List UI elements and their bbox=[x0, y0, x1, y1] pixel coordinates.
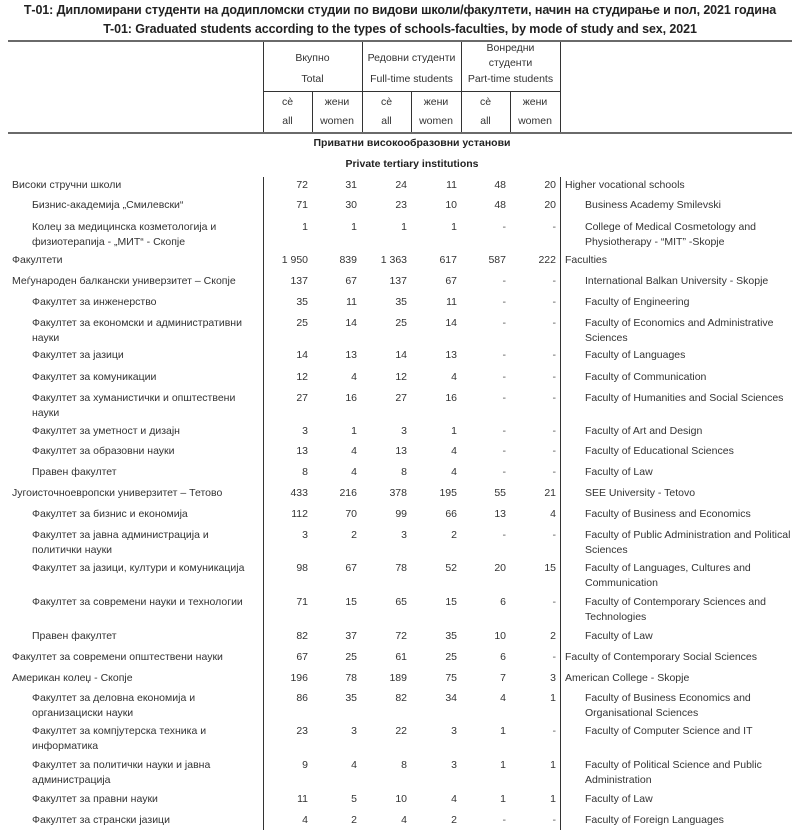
row-label-mk: Факултет за инженерство bbox=[32, 296, 157, 308]
sub-women-mk: жени bbox=[423, 96, 449, 108]
row-value: - bbox=[502, 317, 506, 329]
row-value: 55 bbox=[494, 487, 506, 499]
row-value: 4 bbox=[451, 466, 457, 478]
row-label-mk: Факултет за образовни науки bbox=[32, 445, 175, 457]
row-value: 1 bbox=[451, 425, 457, 437]
row-value: 15 bbox=[544, 562, 556, 574]
row-value: 25 bbox=[395, 317, 407, 329]
row-label-mk: Бизнис-академија „Смилевски“ bbox=[32, 199, 184, 211]
row-value: 27 bbox=[296, 392, 308, 404]
row-value: 195 bbox=[439, 487, 457, 499]
row-value: 31 bbox=[345, 179, 357, 191]
row-value: - bbox=[502, 392, 506, 404]
sub-women-en: women bbox=[518, 115, 552, 127]
sub-all-en: all bbox=[381, 115, 392, 127]
row-label-mk: Меѓународен балкански универзитет – Скопје bbox=[12, 275, 236, 287]
row-label-en: Faculty of Law bbox=[585, 466, 653, 478]
row-value: 16 bbox=[345, 392, 357, 404]
row-value: 67 bbox=[345, 562, 357, 574]
row-value: 839 bbox=[339, 254, 357, 266]
row-value: 14 bbox=[395, 349, 407, 361]
row-value: - bbox=[552, 529, 556, 541]
row-label-en: American College - Skopje bbox=[565, 672, 690, 684]
row-value: 82 bbox=[395, 692, 407, 704]
row-value: 72 bbox=[395, 630, 407, 642]
row-value: - bbox=[502, 296, 506, 308]
row-label-mk: Факултет за бизнис и економија bbox=[32, 508, 188, 520]
row-label-en: Higher vocational schools bbox=[565, 179, 685, 191]
row-value: 13 bbox=[296, 445, 308, 457]
row-value: - bbox=[552, 425, 556, 437]
header-parttime-mk-1: Вонредни bbox=[486, 42, 535, 54]
row-value: 82 bbox=[296, 630, 308, 642]
sub-all-en: all bbox=[480, 115, 491, 127]
row-value: 67 bbox=[445, 275, 457, 287]
row-value: - bbox=[552, 466, 556, 478]
row-label-en: College of Medical Cosmetology and Physiotherapy - “MIT” -Skopje bbox=[585, 221, 757, 248]
row-value: 3 bbox=[550, 672, 556, 684]
row-value: 25 bbox=[445, 651, 457, 663]
row-value: 35 bbox=[395, 296, 407, 308]
row-label-en: Faculty of Educational Sciences bbox=[585, 445, 734, 457]
row-value: 23 bbox=[395, 199, 407, 211]
row-value: 1 bbox=[550, 692, 556, 704]
row-label-mk: Факултет за јазици, култури и комуникација bbox=[32, 562, 245, 574]
row-label-en: Faculty of Economics and Administrative Sciences bbox=[585, 317, 774, 344]
row-value: 99 bbox=[395, 508, 407, 520]
row-value: - bbox=[502, 466, 506, 478]
row-label-en: Faculty of Law bbox=[585, 793, 653, 805]
row-value: 1 363 bbox=[380, 254, 407, 266]
row-label-mk: Факултет за уметност и дизајн bbox=[32, 425, 180, 437]
row-value: 14 bbox=[345, 317, 357, 329]
row-value: 1 bbox=[500, 793, 506, 805]
row-value: 3 bbox=[302, 425, 308, 437]
row-value: 4 bbox=[500, 692, 506, 704]
row-value: 4 bbox=[351, 371, 357, 383]
row-label-en: SEE University - Tetovo bbox=[585, 487, 696, 499]
row-value: 1 bbox=[451, 221, 457, 233]
row-value: 61 bbox=[395, 651, 407, 663]
row-value: 378 bbox=[389, 487, 407, 499]
sub-all-mk: сè bbox=[281, 96, 294, 108]
row-label-mk: Факултет за компјутерска техника и информатика bbox=[32, 725, 207, 752]
row-value: 22 bbox=[395, 725, 407, 737]
row-value: 9 bbox=[302, 759, 308, 771]
row-value: 75 bbox=[445, 672, 457, 684]
row-value: 20 bbox=[494, 562, 506, 574]
row-value: 4 bbox=[451, 371, 457, 383]
row-value: 11 bbox=[297, 793, 308, 805]
row-label-en: Faculty of Engineering bbox=[585, 296, 690, 308]
row-value: 15 bbox=[445, 596, 457, 608]
row-value: 3 bbox=[401, 529, 407, 541]
row-label-mk: Факултет за економски и административни науки bbox=[32, 317, 242, 344]
row-value: 35 bbox=[345, 692, 357, 704]
table-header-bottom-rule bbox=[8, 132, 792, 134]
row-value: 137 bbox=[290, 275, 308, 287]
row-value: 10 bbox=[395, 793, 407, 805]
row-label-mk: Правен факултет bbox=[32, 630, 117, 642]
row-value: - bbox=[552, 275, 556, 287]
row-value: - bbox=[502, 371, 506, 383]
row-value: 222 bbox=[538, 254, 556, 266]
row-value: - bbox=[502, 221, 506, 233]
header-fulltime-en: Full-time students bbox=[370, 73, 453, 85]
row-label-en: Faculty of Business Economics and Organisational Sciences bbox=[585, 692, 751, 719]
row-value: 65 bbox=[395, 596, 407, 608]
row-value: 25 bbox=[296, 317, 308, 329]
row-value: 8 bbox=[401, 466, 407, 478]
row-value: - bbox=[552, 651, 556, 663]
sub-women-mk: жени bbox=[324, 96, 350, 108]
row-value: 13 bbox=[445, 349, 457, 361]
row-label-en: Business Academy Smilevski bbox=[585, 199, 721, 211]
row-value: 23 bbox=[296, 725, 308, 737]
row-label-mk: Факултет за современи општествени науки bbox=[12, 651, 223, 663]
row-label-en: Faculty of Foreign Languages bbox=[585, 814, 724, 826]
sub-women-en: women bbox=[320, 115, 354, 127]
row-value: 11 bbox=[346, 296, 357, 308]
row-value: 587 bbox=[488, 254, 506, 266]
row-value: - bbox=[502, 445, 506, 457]
row-value: 21 bbox=[544, 487, 556, 499]
header-total-en: Total bbox=[301, 73, 324, 85]
row-value: - bbox=[552, 596, 556, 608]
header-total-mk: Вкупно bbox=[295, 52, 330, 64]
row-value: 35 bbox=[296, 296, 308, 308]
row-value: 67 bbox=[345, 275, 357, 287]
header-hline bbox=[263, 91, 561, 92]
row-value: 48 bbox=[494, 179, 506, 191]
row-label-en: Faculty of Communication bbox=[585, 371, 707, 383]
page-title-en: T-01: Graduated students according to the types of schools-faculties, by mode of study and sex, 2021 bbox=[103, 22, 697, 36]
row-value: 20 bbox=[544, 199, 556, 211]
row-label-en: Faculty of Contemporary Sciences and Technologies bbox=[585, 596, 766, 623]
sub-all-en: all bbox=[282, 115, 293, 127]
row-value: 71 bbox=[296, 199, 308, 211]
row-value: 2 bbox=[451, 814, 457, 826]
row-value: 72 bbox=[296, 179, 308, 191]
page-title-mk: Т-01: Дипломирани студенти на додипломски студии по видови школи/факултети, начин на студирање и пол, 2021 година bbox=[23, 3, 777, 17]
row-label-en: Faculty of Languages, Cultures and Communication bbox=[585, 562, 751, 589]
row-value: 2 bbox=[351, 529, 357, 541]
row-value: 13 bbox=[395, 445, 407, 457]
row-value: 4 bbox=[351, 466, 357, 478]
row-value: 67 bbox=[296, 651, 308, 663]
row-value: 1 bbox=[302, 221, 308, 233]
row-value: - bbox=[502, 814, 506, 826]
row-value: 1 bbox=[500, 725, 506, 737]
row-value: - bbox=[502, 349, 506, 361]
header-parttime-en: Part-time students bbox=[467, 73, 554, 85]
row-value: 5 bbox=[351, 793, 357, 805]
section-title-en: Private tertiary institutions bbox=[345, 158, 479, 170]
row-value: 13 bbox=[494, 508, 506, 520]
row-value: 14 bbox=[445, 317, 457, 329]
sub-women-en: women bbox=[419, 115, 453, 127]
row-value: 24 bbox=[395, 179, 407, 191]
row-label-mk: Факултет за странски јазици bbox=[32, 814, 170, 826]
row-value: 189 bbox=[389, 672, 407, 684]
body-right-vline bbox=[560, 177, 561, 830]
row-value: 52 bbox=[445, 562, 457, 574]
row-value: 2 bbox=[351, 814, 357, 826]
row-value: 4 bbox=[451, 793, 457, 805]
row-value: 12 bbox=[296, 371, 308, 383]
row-value: 4 bbox=[351, 759, 357, 771]
row-value: 70 bbox=[345, 508, 357, 520]
row-value: 30 bbox=[345, 199, 357, 211]
row-label-mk: Факултет за јавна администрација и политички науки bbox=[32, 529, 209, 556]
row-value: 1 950 bbox=[281, 254, 308, 266]
row-value: 4 bbox=[401, 814, 407, 826]
row-label-en: Faculty of Art and Design bbox=[585, 425, 703, 437]
row-value: 48 bbox=[494, 199, 506, 211]
row-value: 4 bbox=[451, 445, 457, 457]
row-value: 6 bbox=[500, 651, 506, 663]
sub-women-mk: жени bbox=[522, 96, 548, 108]
sub-all-mk: сè bbox=[479, 96, 492, 108]
row-label-mk: Факултет за комуникации bbox=[32, 371, 157, 383]
row-value: 112 bbox=[291, 508, 308, 520]
row-value: 1 bbox=[550, 793, 556, 805]
row-value: 98 bbox=[296, 562, 308, 574]
row-label-mk: Факултет за политички науки и јавна администрација bbox=[32, 759, 211, 786]
row-value: 25 bbox=[345, 651, 357, 663]
row-value: - bbox=[552, 371, 556, 383]
row-value: 34 bbox=[445, 692, 457, 704]
row-label-en: Faculties bbox=[565, 254, 608, 266]
row-value: 86 bbox=[296, 692, 308, 704]
row-value: 6 bbox=[500, 596, 506, 608]
row-value: - bbox=[552, 725, 556, 737]
header-fulltime-mk: Редовни студенти bbox=[367, 52, 456, 64]
row-value: 216 bbox=[339, 487, 357, 499]
row-value: 196 bbox=[290, 672, 308, 684]
row-value: - bbox=[552, 392, 556, 404]
row-label-mk: Правен факултет bbox=[32, 466, 117, 478]
row-value: - bbox=[502, 425, 506, 437]
row-value: 14 bbox=[296, 349, 308, 361]
row-value: 11 bbox=[446, 296, 457, 308]
row-value: - bbox=[552, 317, 556, 329]
row-value: 12 bbox=[395, 371, 407, 383]
row-value: 4 bbox=[351, 445, 357, 457]
row-value: - bbox=[552, 349, 556, 361]
row-label-en: Faculty of Public Administration and Political Sciences bbox=[585, 529, 791, 556]
table-top-rule bbox=[8, 40, 792, 42]
row-value: 3 bbox=[401, 425, 407, 437]
row-value: 10 bbox=[494, 630, 506, 642]
row-label-mk: Факултет за правни науки bbox=[32, 793, 158, 805]
sub-all-mk: сè bbox=[380, 96, 393, 108]
row-value: - bbox=[552, 221, 556, 233]
row-value: 2 bbox=[451, 529, 457, 541]
row-value: - bbox=[502, 275, 506, 287]
row-value: 71 bbox=[296, 596, 308, 608]
row-label-en: International Balkan University - Skopje bbox=[585, 275, 769, 287]
row-value: - bbox=[552, 445, 556, 457]
row-value: 7 bbox=[500, 672, 506, 684]
row-value: 617 bbox=[439, 254, 457, 266]
row-label-en: Faculty of Law bbox=[585, 630, 653, 642]
row-value: 1 bbox=[351, 425, 357, 437]
row-value: 10 bbox=[445, 199, 457, 211]
row-label-en: Faculty of Humanities and Social Sciences bbox=[585, 392, 784, 404]
row-label-mk: Факултет за јазици bbox=[32, 349, 124, 361]
row-value: - bbox=[552, 296, 556, 308]
row-label-mk: Американ колеџ - Скопје bbox=[12, 672, 133, 684]
row-label-mk: Југоисточноевропски универзитет – Тетово bbox=[12, 487, 223, 499]
row-label-mk: Факултет за современи науки и технологии bbox=[32, 596, 243, 608]
row-value: - bbox=[502, 529, 506, 541]
row-value: 3 bbox=[451, 725, 457, 737]
row-value: 1 bbox=[401, 221, 407, 233]
row-value: 11 bbox=[446, 179, 457, 191]
row-value: 137 bbox=[389, 275, 407, 287]
row-value: 27 bbox=[395, 392, 407, 404]
row-value: 15 bbox=[345, 596, 357, 608]
row-value: 16 bbox=[445, 392, 457, 404]
row-label-mk: Факултети bbox=[12, 254, 63, 266]
row-value: 20 bbox=[544, 179, 556, 191]
row-label-mk: Високи стручни школи bbox=[12, 179, 122, 191]
row-value: 8 bbox=[302, 466, 308, 478]
row-value: 37 bbox=[345, 630, 357, 642]
row-label-en: Faculty of Languages bbox=[585, 349, 686, 361]
row-value: 433 bbox=[290, 487, 308, 499]
row-label-en: Faculty of Business and Economics bbox=[585, 508, 751, 520]
row-label-en: Faculty of Contemporary Social Sciences bbox=[565, 651, 757, 663]
row-value: 2 bbox=[550, 630, 556, 642]
row-label-mk: Колеџ за медицинска козметологија и физиотерапија - „МИТ“ - Скопје bbox=[32, 221, 217, 248]
row-value: 8 bbox=[401, 759, 407, 771]
row-value: 4 bbox=[302, 814, 308, 826]
row-value: 3 bbox=[351, 725, 357, 737]
row-value: 1 bbox=[500, 759, 506, 771]
row-label-mk: Факултет за хуманистички и општествени науки bbox=[32, 392, 236, 419]
row-value: 4 bbox=[550, 508, 556, 520]
row-value: 66 bbox=[445, 508, 457, 520]
row-value: 13 bbox=[345, 349, 357, 361]
row-label-en: Faculty of Computer Science and IT bbox=[585, 725, 753, 737]
row-value: 3 bbox=[451, 759, 457, 771]
header-parttime-mk-2: студенти bbox=[488, 57, 533, 69]
section-title-mk: Приватни високообразовни установи bbox=[313, 137, 511, 149]
row-value: 78 bbox=[345, 672, 357, 684]
row-value: 78 bbox=[395, 562, 407, 574]
header-vline bbox=[560, 42, 561, 132]
row-label-en: Faculty of Political Science and Public Administration bbox=[585, 759, 762, 786]
row-value: 1 bbox=[550, 759, 556, 771]
row-value: 35 bbox=[445, 630, 457, 642]
row-value: - bbox=[552, 814, 556, 826]
row-label-mk: Факултет за деловна економија и организациски науки bbox=[32, 692, 196, 719]
row-value: 3 bbox=[302, 529, 308, 541]
row-value: 1 bbox=[351, 221, 357, 233]
